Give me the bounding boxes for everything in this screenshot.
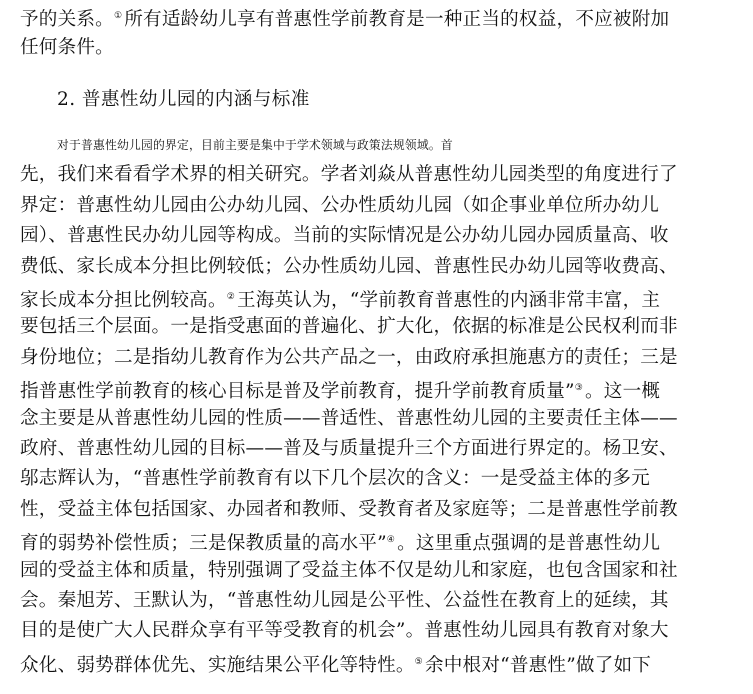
text-line [20,589,733,613]
text-segment: 邬志辉认为，“普惠性学前教育有以下几个层次的含义：一是受益主体的多元 [20,468,650,489]
text-segment: 政府、普惠性幼儿园的目标——普及与质量提升三个方面进行界定的。杨卫安、 [20,438,678,459]
text-segment: 所有适龄幼儿享有普惠性学前教育是一种正当的权益，不应被附加 [124,9,670,30]
text-segment: 予的关系。 [20,9,114,30]
text-line [20,36,733,60]
text-segment: 众化、弱势群体优先、实施结果公平化等特性。 [20,655,415,676]
text-segment: 家长成本分担比例较高。 [20,290,227,311]
text-line [20,346,733,370]
footnote-marker: ③ [574,383,584,393]
text-line [20,255,733,279]
text-line [20,498,733,522]
text-line [20,4,733,32]
text-line [20,528,733,556]
text-line [20,650,733,678]
text-line [20,467,733,491]
text-segment: 育的弱势补偿性质；三是保教质量的高水平” [20,533,387,554]
text-segment: 费低、家长成本分担比例较低；公办性质幼儿园、普惠性民办幼儿园等收费高、 [20,256,678,277]
text-line [20,285,733,313]
text-segment: 。这里重点强调的是普惠性幼儿 [397,533,661,554]
section-heading: 2. 普惠性幼儿园的内涵与标准 [57,89,310,110]
footnote-marker: ④ [386,535,396,545]
text-line [57,133,753,157]
footnote-marker: ② [226,292,236,302]
text-segment: 园的受益主体和质量，特别强调了受益主体不仅是幼儿和家庭，也包含国家和社 [20,560,678,581]
text-segment: 余中根对“普惠性”做了如下 [424,655,652,676]
text-segment: 任何条件。 [20,37,114,58]
text-line [20,559,733,583]
text-line [20,194,733,218]
text-segment: 界定：普惠性幼儿园由公办幼儿园、公办性质幼儿园（如企事业单位所办幼儿 [20,195,659,216]
footnote-marker: ⑤ [414,657,423,667]
text-segment: 园）、普惠性民办幼儿园等构成。当前的实际情况是公办幼儿园办园质量高、收 [20,225,669,246]
text-segment: 要包括三个层面。一是指受惠面的普遍化、扩大化，依据的标准是公民权利而非 [20,316,678,337]
footnote-marker: ① [113,11,123,21]
text-segment: 身份地位；二是指幼儿教育作为公共产品之一，由政府承担施惠方的责任；三是 [20,347,678,368]
text-line [20,315,733,339]
text-segment: 。这一概 [585,381,661,402]
text-segment: 目的是使广大人民群众享有平等受教育的机会”。普惠性幼儿园具有教育对象大 [20,620,669,641]
text-line [20,619,733,643]
text-line [20,224,733,248]
text-segment: 会。秦旭芳、王默认为，“普惠性幼儿园是公平性、公益性在教育上的延续，其 [20,590,669,611]
text-segment: 先，我们来看看学术界的相关研究。学者刘焱从普惠性幼儿园类型的角度进行了 [20,164,678,185]
text-line [20,163,733,187]
text-line [20,376,733,404]
text-line [20,407,733,431]
text-segment: 对于普惠性幼儿园的界定，目前主要是集中于学术领域与政策法规领域。首 [57,138,453,152]
text-segment: 性，受益主体包括国家、办园者和教师、受教育者及家庭等；二是普惠性学前教 [20,499,678,520]
text-segment: 念主要是从普惠性幼儿园的性质——普适性、普惠性幼儿园的主要责任主体—— [20,408,678,429]
text-segment: 王海英认为，“学前教育普惠性的内涵非常丰富，主 [237,290,661,311]
text-segment: 指普惠性学前教育的核心目标是普及学前教育，提升学前教育质量” [20,381,575,402]
text-line [20,437,733,461]
